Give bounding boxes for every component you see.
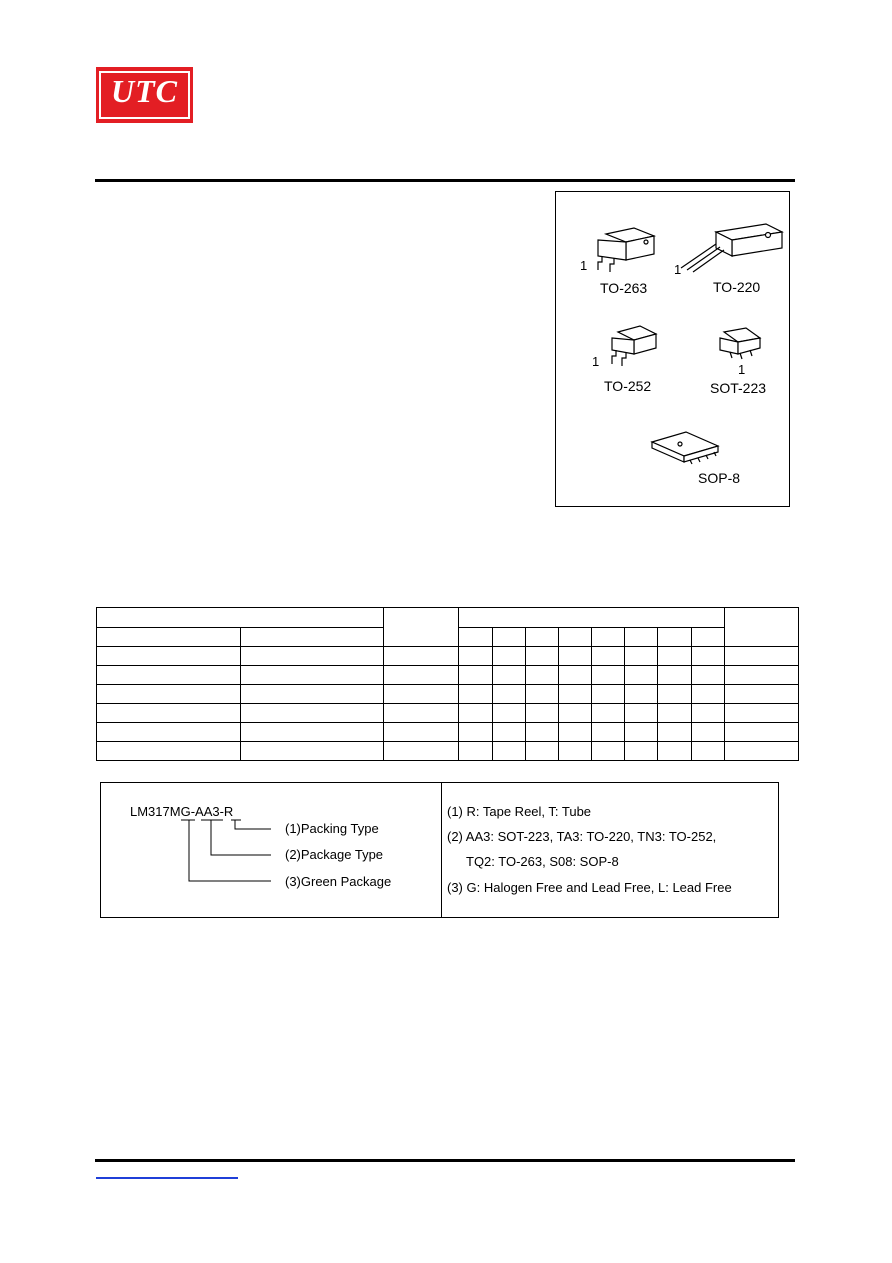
table-row bbox=[97, 742, 799, 761]
utc-logo bbox=[96, 67, 193, 123]
table-header-pin-assignment bbox=[459, 608, 725, 628]
to263-drawing bbox=[598, 228, 654, 272]
website-link[interactable] bbox=[96, 1177, 238, 1179]
note-green: (3) G: Halogen Free and Lead Free, L: Lead Free bbox=[447, 880, 732, 895]
note-package-1: (2) AA3: SOT-223, TA3: TO-220, TN3: TO-252, bbox=[447, 829, 717, 844]
to220-pin1-label: 1 bbox=[674, 262, 682, 277]
logo-text: UTC bbox=[111, 73, 178, 109]
table-row bbox=[97, 723, 799, 742]
table-subheader-halogen-free bbox=[241, 628, 384, 647]
sop8-label: SOP-8 bbox=[698, 470, 741, 486]
note-package-2: TQ2: TO-263, S08: SOP-8 bbox=[466, 854, 619, 869]
table-header-package bbox=[384, 608, 459, 647]
callout-packing-type: (1)Packing Type bbox=[285, 821, 379, 836]
sot223-drawing bbox=[720, 328, 760, 359]
table-pin-col bbox=[592, 628, 625, 647]
table-pin-col bbox=[459, 628, 493, 647]
to220-label: TO-220 bbox=[713, 279, 761, 295]
table-pin-col bbox=[625, 628, 658, 647]
callout-lines bbox=[101, 783, 441, 917]
sop8-drawing bbox=[652, 432, 718, 464]
to263-label: TO-263 bbox=[600, 280, 648, 296]
to252-drawing bbox=[612, 326, 656, 366]
table-pin-col bbox=[692, 628, 725, 647]
to252-label: TO-252 bbox=[604, 378, 652, 394]
note-packing: (1) R: Tape Reel, T: Tube bbox=[447, 804, 592, 819]
table-row bbox=[97, 704, 799, 723]
part-number: LM317MG-AA3-R bbox=[130, 804, 234, 819]
table-pin-col bbox=[526, 628, 559, 647]
callout-package-type: (2)Package Type bbox=[285, 847, 384, 862]
table-pin-col bbox=[658, 628, 692, 647]
to252-pin1-label: 1 bbox=[592, 354, 600, 369]
table-header-part-no bbox=[97, 608, 384, 628]
ordering-table bbox=[96, 607, 798, 762]
table-subheader-lead-free bbox=[97, 628, 241, 647]
sot223-pin1-label: 1 bbox=[738, 362, 746, 377]
to263-pin1-label: 1 bbox=[580, 258, 588, 273]
callout-green-package: (3)Green Package bbox=[285, 874, 392, 889]
table-row bbox=[97, 666, 799, 685]
to220-drawing bbox=[681, 224, 782, 272]
part-number-decoder bbox=[100, 782, 779, 918]
box-divider bbox=[441, 783, 442, 917]
table-row bbox=[97, 685, 799, 704]
table-header-packing bbox=[725, 608, 799, 647]
table-pin-col bbox=[493, 628, 526, 647]
sot223-label: SOT-223 bbox=[710, 380, 767, 396]
package-box bbox=[555, 191, 790, 507]
table-row bbox=[97, 647, 799, 666]
header-rule bbox=[95, 179, 795, 182]
table-pin-col bbox=[559, 628, 592, 647]
footer-rule bbox=[95, 1159, 795, 1162]
package-drawings bbox=[556, 192, 791, 508]
